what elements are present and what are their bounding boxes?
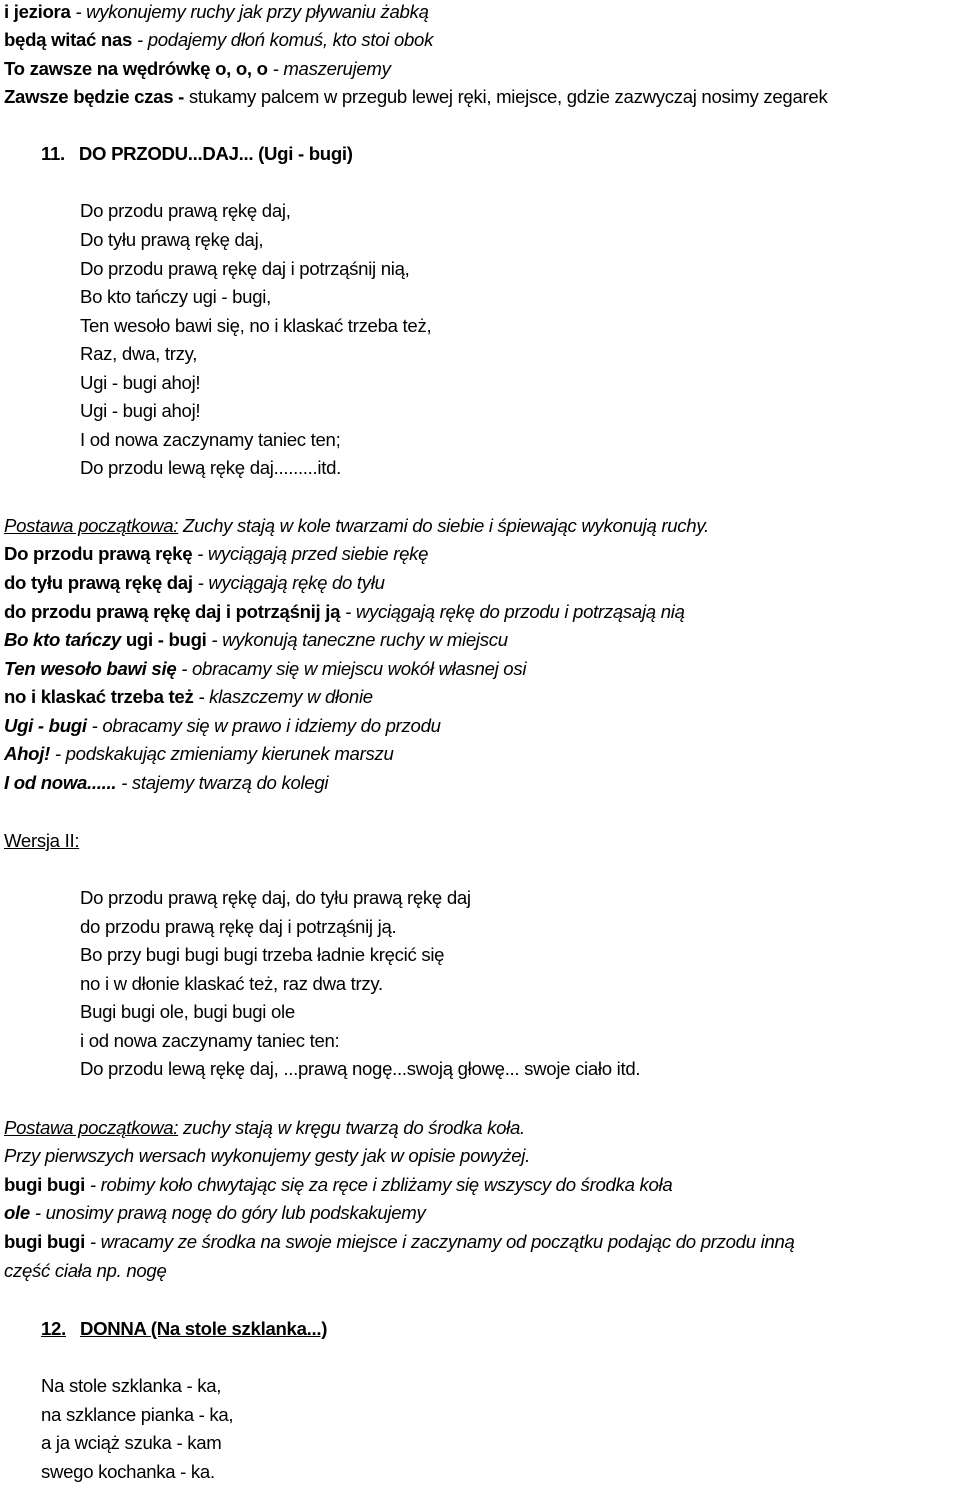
lyric-line: Raz, dwa, trzy, bbox=[80, 343, 198, 364]
lyric-line: I od nowa zaczynamy taniec ten; bbox=[80, 429, 341, 450]
move-key: do przodu prawą rękę daj i potrząśnij ją bbox=[4, 601, 341, 622]
move-key: bugi bugi bbox=[4, 1174, 85, 1195]
posture-text: Zuchy stają w kole twarzami do siebie i śpiewając wykonują ruchy. bbox=[178, 515, 709, 536]
lyric-line: Ugi - bugi ahoj! bbox=[80, 400, 201, 421]
lyric-line: i od nowa zaczynamy taniec ten: bbox=[80, 1030, 340, 1051]
move-line bbox=[4, 1230, 795, 1254]
move-desc: - unosimy prawą nogę do góry lub podskakujemy bbox=[29, 1202, 426, 1223]
lyric-line: Ten wesoło bawi się, no i klaskać trzeba też, bbox=[80, 315, 432, 336]
move-desc: - wyciągają przed siebie rękę bbox=[192, 543, 429, 564]
move-key: Bo kto tańczy bbox=[4, 629, 121, 650]
lyric-line: swego kochanka - ka. bbox=[41, 1461, 215, 1482]
intro-desc: stukamy palcem w przegub lewej ręki, miejsce, gdzie zazwyczaj nosimy zegarek bbox=[184, 86, 828, 107]
intro-line bbox=[4, 28, 433, 52]
move-line bbox=[4, 542, 428, 566]
posture-label: Postawa początkowa: bbox=[4, 1117, 179, 1138]
lyric-line: Bo kto tańczy ugi - bugi, bbox=[80, 286, 271, 307]
move-line bbox=[4, 771, 328, 795]
song-12-heading bbox=[41, 1317, 327, 1341]
move-desc: - obracamy się w prawo i idziemy do przodu bbox=[86, 715, 441, 736]
move-line bbox=[4, 685, 373, 709]
move-desc: - wracamy ze środka na swoje miejsce i zaczynamy od początku podając do przodu inną bbox=[84, 1231, 795, 1252]
song-title: DO PRZODU...DAJ... (Ugi - bugi) bbox=[78, 143, 353, 164]
lyric-line: Bo przy bugi bugi bugi trzeba ładnie kręcić się bbox=[80, 944, 445, 965]
song-number: 11. bbox=[41, 143, 65, 164]
intro-key: będą witać nas bbox=[4, 29, 133, 50]
move-key: ole bbox=[4, 1202, 30, 1223]
lyric-line: a ja wciąż szuka - kam bbox=[41, 1432, 222, 1453]
move-line bbox=[4, 1173, 672, 1197]
lyric-line: na szklance pianka - ka, bbox=[41, 1404, 234, 1425]
intro-desc: - podajemy dłoń komuś, kto stoi obok bbox=[132, 29, 434, 50]
move-key: ugi - bugi bbox=[120, 629, 207, 650]
posture-line bbox=[4, 514, 709, 538]
lyric-line: Do przodu prawą rękę daj i potrząśnij nią, bbox=[80, 258, 410, 279]
intro-key: i jeziora bbox=[4, 1, 71, 22]
lyric-line: Do przodu lewą rękę daj.........itd. bbox=[80, 457, 342, 478]
lyric-line: do przodu prawą rękę daj i potrząśnij ją. bbox=[80, 916, 397, 937]
move-key: Ugi - bugi bbox=[4, 715, 87, 736]
move-line bbox=[4, 657, 526, 681]
posture-label: Postawa początkowa: bbox=[4, 515, 179, 536]
move-line bbox=[4, 628, 508, 652]
move-desc: - stajemy twarzą do kolegi bbox=[116, 772, 329, 793]
move-desc: - podskakując zmieniamy kierunek marszu bbox=[50, 743, 394, 764]
lyric-line: Na stole szklanka - ka, bbox=[41, 1375, 222, 1396]
move-line bbox=[4, 1201, 425, 1225]
lyric-line: Do przodu prawą rękę daj, bbox=[80, 200, 291, 221]
lyric-line: Ugi - bugi ahoj! bbox=[80, 372, 201, 393]
move-line bbox=[4, 600, 685, 624]
song-title: DONNA (Na stole szklanka...) bbox=[79, 1318, 328, 1339]
move-desc: - wyciągają rękę do przodu i potrząsają nią bbox=[340, 601, 685, 622]
move-key: Do przodu prawą rękę bbox=[4, 543, 193, 564]
intro-line bbox=[4, 0, 429, 24]
move-key: Ahoj! bbox=[4, 743, 51, 764]
lyric-line: Do przodu prawą rękę daj, do tyłu prawą rękę daj bbox=[80, 887, 471, 908]
move-key: bugi bugi bbox=[4, 1231, 85, 1252]
intro-key: To zawsze na wędrówkę o, o, o bbox=[4, 58, 268, 79]
move-line bbox=[4, 714, 441, 738]
move-key: no i klaskać trzeba też bbox=[4, 686, 194, 707]
move-key: I od nowa...... bbox=[4, 772, 117, 793]
move-desc: - wykonują taneczne ruchy w miejscu bbox=[206, 629, 508, 650]
posture-line bbox=[4, 1116, 525, 1140]
lyric-line: Do przodu lewą rękę daj, ...prawą nogę...swoją głowę... swoje ciało itd. bbox=[80, 1058, 641, 1079]
intro-desc: - maszerujemy bbox=[267, 58, 391, 79]
intro-line bbox=[4, 85, 827, 109]
intro-desc: - wykonujemy ruchy jak przy pływaniu żabką bbox=[70, 1, 429, 22]
move-desc: - wyciągają rękę do tyłu bbox=[192, 572, 385, 593]
posture-note: Przy pierwszych wersach wykonujemy gesty jak w opisie powyżej. bbox=[4, 1145, 530, 1166]
move-key: do tyłu prawą rękę daj bbox=[4, 572, 193, 593]
posture-text: zuchy stają w kręgu twarzą do środka koła. bbox=[178, 1117, 525, 1138]
lyric-line: no i w dłonie klaskać też, raz dwa trzy. bbox=[80, 973, 383, 994]
song-number: 12. bbox=[41, 1318, 66, 1339]
lyric-line: Bugi bugi ole, bugi bugi ole bbox=[80, 1001, 295, 1022]
version-2-label: Wersja II: bbox=[4, 830, 80, 851]
move-line bbox=[4, 742, 394, 766]
move-desc: - robimy koło chwytając się za ręce i zbliżamy się wszyscy do środka koła bbox=[84, 1174, 673, 1195]
song-11-heading bbox=[41, 142, 353, 166]
lyric-line: Do tyłu prawą rękę daj, bbox=[80, 229, 264, 250]
move-desc: - klaszczemy w dłonie bbox=[193, 686, 373, 707]
move-line bbox=[4, 571, 385, 595]
intro-line bbox=[4, 57, 391, 81]
move-continuation: część ciała np. nogę bbox=[4, 1260, 167, 1281]
intro-key: Zawsze będzie czas - bbox=[4, 86, 185, 107]
move-key: Ten wesoło bawi się bbox=[4, 658, 177, 679]
move-desc: - obracamy się w miejscu wokół własnej osi bbox=[176, 658, 527, 679]
